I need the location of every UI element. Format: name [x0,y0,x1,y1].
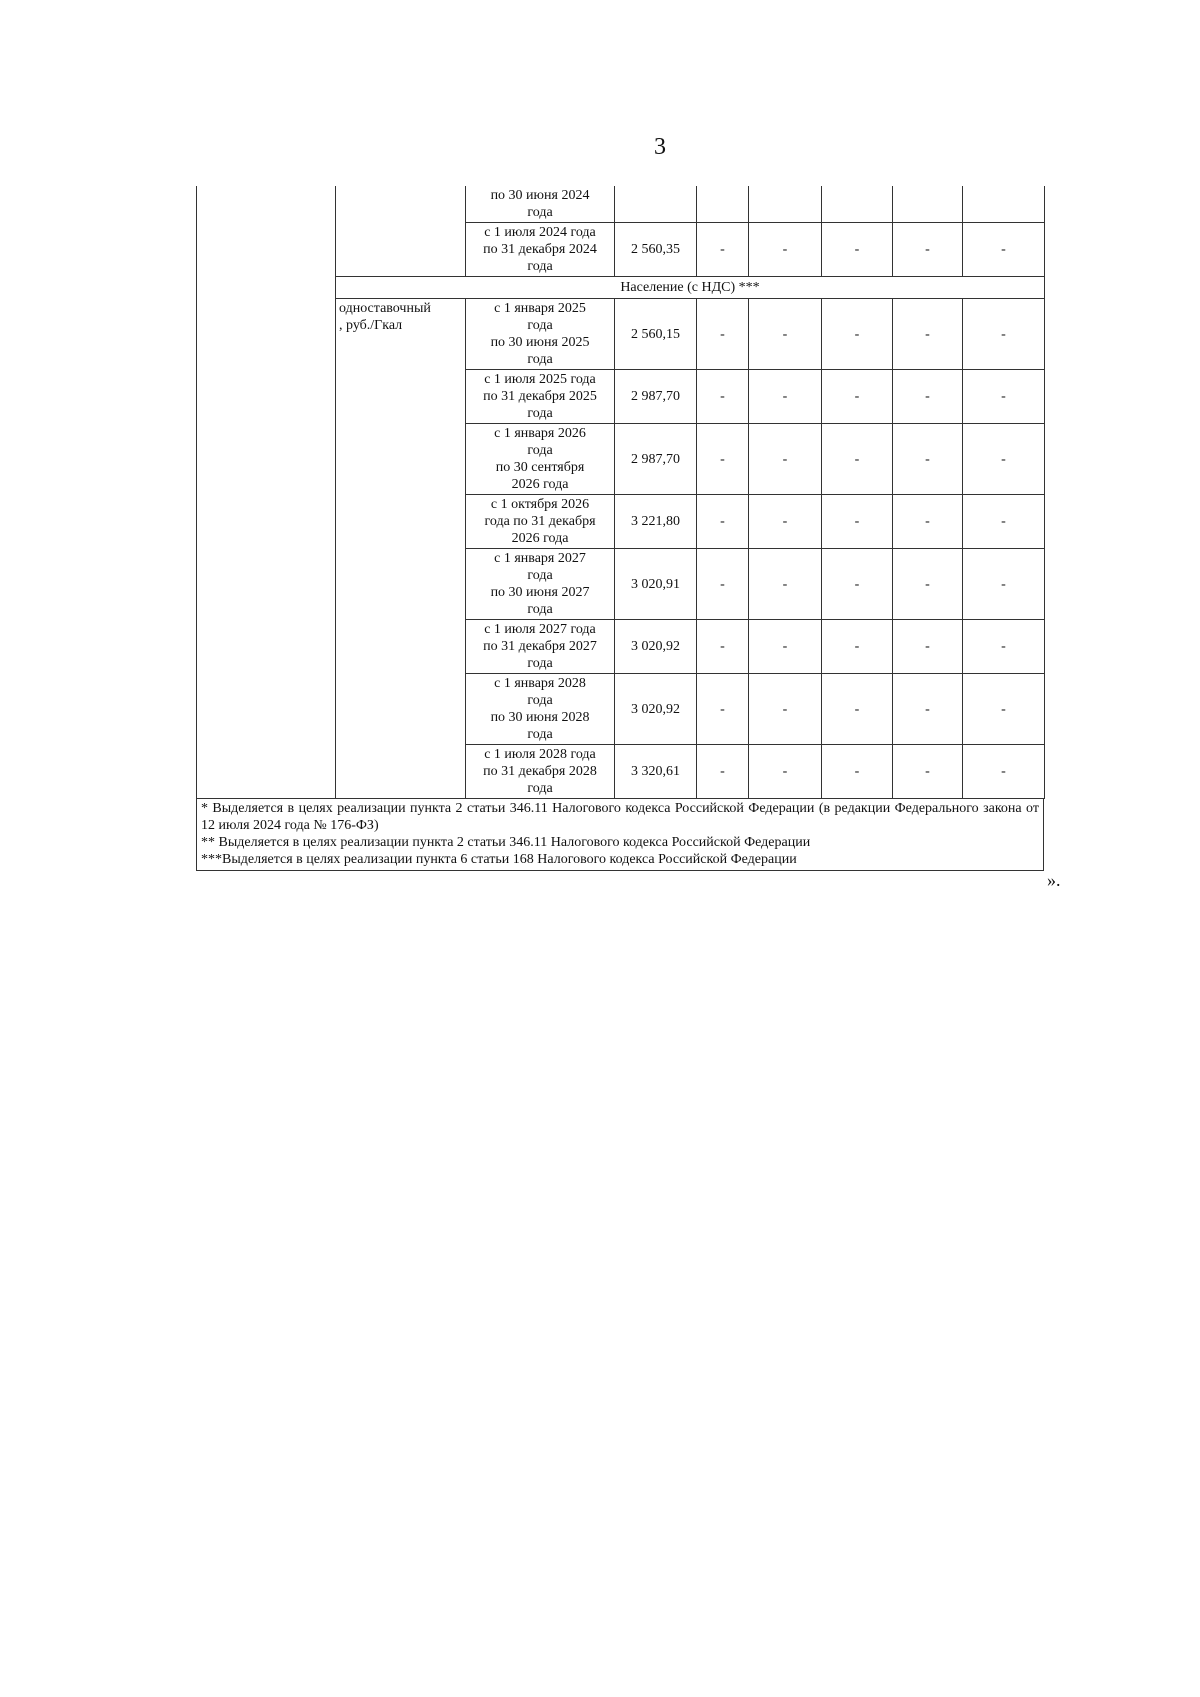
dash-cell: - [822,674,893,745]
dash-cell: - [697,745,749,799]
dash-cell: - [749,620,822,674]
dash-cell: - [749,495,822,549]
dash-cell: - [963,620,1045,674]
value-cell: 2 560,35 [615,223,697,277]
dash-cell: - [822,299,893,370]
footnote-3: ***Выделяется в целях реализации пункта 6 статьи 168 Налогового кодекса Российской Федерации [201,852,797,867]
dash-cell [749,186,822,223]
tariff-table-wrapper [196,186,1044,871]
dash-cell: - [822,424,893,495]
tariff-table [196,186,1045,799]
dash-cell: - [893,370,963,424]
dash-cell: - [963,223,1045,277]
tariff-table-body [197,186,1045,799]
value-cell: 3 320,61 [615,745,697,799]
period-cell: с 1 января 2027 года по 30 июня 2027 года [466,549,615,620]
dash-cell: - [697,299,749,370]
dash-cell: - [963,370,1045,424]
value-cell: 3 020,92 [615,674,697,745]
dash-cell [893,186,963,223]
period-cell: с 1 января 2028 года по 30 июня 2028 года [466,674,615,745]
dash-cell: - [749,674,822,745]
value-cell: 3 221,80 [615,495,697,549]
dash-cell: - [893,424,963,495]
dash-cell: - [697,674,749,745]
footnotes [196,799,1044,871]
dash-cell: - [822,370,893,424]
dash-cell: - [822,745,893,799]
period-cell: с 1 июля 2025 года по 31 декабря 2025 года [466,370,615,424]
dash-cell: - [963,549,1045,620]
dash-cell: - [893,745,963,799]
outer-left-cell [197,186,336,799]
dash-cell: - [893,674,963,745]
value-cell: 3 020,92 [615,620,697,674]
period-cell: по 30 июня 2024 года [466,186,615,223]
tariff-type-cell: одноставочный , руб./Гкал [336,299,466,799]
table-row [197,186,1045,223]
dash-cell [697,186,749,223]
period-cell: с 1 июля 2027 года по 31 декабря 2027 года [466,620,615,674]
dash-cell: - [749,370,822,424]
period-cell: с 1 октября 2026 года по 31 декабря 2026 года [466,495,615,549]
dash-cell: - [893,620,963,674]
dash-cell: - [893,549,963,620]
dash-cell: - [749,549,822,620]
page-number: 3 [654,134,666,160]
footnote-2: ** Выделяется в целях реализации пункта 2 статьи 346.11 Налогового кодекса Российской Федерации [201,835,811,850]
dash-cell: - [963,745,1045,799]
dash-cell: - [893,495,963,549]
dash-cell: - [697,620,749,674]
tariff-type-cell-upper [336,186,466,277]
period-cell: с 1 июля 2024 года по 31 декабря 2024 года [466,223,615,277]
value-cell: 3 020,91 [615,549,697,620]
dash-cell: - [822,223,893,277]
value-cell: 2 987,70 [615,424,697,495]
dash-cell: - [749,424,822,495]
footnote-1: * Выделяется в целях реализации пункта 2 статьи 346.11 Налогового кодекса Российской Федерации (в редакции Федерального закона от 12 июля 2024 года № 176-ФЗ) [201,801,1039,833]
period-cell: с 1 января 2026 года по 30 сентября 2026 года [466,424,615,495]
dash-cell: - [749,745,822,799]
dash-cell: - [697,223,749,277]
dash-cell: - [963,674,1045,745]
closing-quote-mark: ». [1047,870,1061,890]
dash-cell: - [697,370,749,424]
dash-cell [822,186,893,223]
dash-cell: - [749,299,822,370]
value-cell: 2 987,70 [615,370,697,424]
dash-cell: - [822,620,893,674]
dash-cell: - [697,495,749,549]
dash-cell: - [893,299,963,370]
dash-cell: - [893,223,963,277]
period-cell: с 1 июля 2028 года по 31 декабря 2028 года [466,745,615,799]
dash-cell: - [963,495,1045,549]
dash-cell: - [697,549,749,620]
dash-cell: - [963,424,1045,495]
dash-cell [963,186,1045,223]
dash-cell: - [822,549,893,620]
section-header: Население (с НДС) *** [336,277,1045,299]
dash-cell: - [697,424,749,495]
dash-cell: - [749,223,822,277]
value-cell [615,186,697,223]
dash-cell: - [822,495,893,549]
dash-cell: - [963,299,1045,370]
value-cell: 2 560,15 [615,299,697,370]
period-cell: с 1 января 2025 года по 30 июня 2025 года [466,299,615,370]
